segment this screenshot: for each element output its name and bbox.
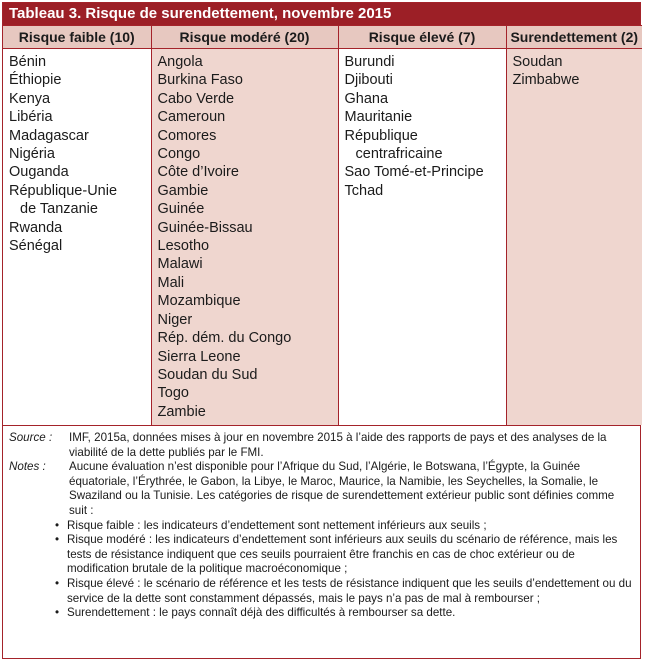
country-item: Bénin xyxy=(9,54,47,70)
column-header-low-risk: Risque faible (10) xyxy=(3,26,151,49)
table-title: Tableau 3. Risque de surendettement, novembre 2015 xyxy=(3,3,640,25)
country-item: Togo xyxy=(157,385,189,402)
country-item: Niger xyxy=(157,311,193,328)
country-item: Gambie xyxy=(157,182,209,199)
table-notes xyxy=(3,425,640,621)
country-item: Rép. dém. du Congo xyxy=(157,330,292,347)
country-item: Libéria xyxy=(9,109,53,126)
country-item: Sierra Leone xyxy=(157,348,241,365)
moderate-risk-list xyxy=(151,49,338,426)
bullet-icon: • xyxy=(55,518,60,532)
country-item: Madagascar xyxy=(9,127,89,144)
definition-item: • Risque modéré : les indicateurs d’endettement sont inférieurs aux seuils du scénario de référence, mais les tests de résistance indiquent que ces seuils pourraient être franchis en cas de choc extérieur ou de modification brutale de la politique macroéconomique ; xyxy=(55,533,618,576)
high-risk-list xyxy=(338,49,506,426)
bullet-icon: • xyxy=(55,606,60,620)
country-item: de Tanzanie xyxy=(20,201,98,218)
country-item: Cameroun xyxy=(157,109,226,126)
country-item: Kenya xyxy=(9,90,51,107)
risk-table-panel xyxy=(2,2,641,659)
country-item: Burundi xyxy=(344,54,395,70)
definition-item: • Surendettement : le pays connaît déjà des difficultés à rembourser sa dette. xyxy=(55,606,456,620)
debt-distress-list xyxy=(506,49,642,426)
country-item: Soudan xyxy=(512,54,563,70)
country-item: Mozambique xyxy=(157,293,241,310)
country-item: République xyxy=(344,127,418,144)
notes-text: Aucune évaluation n’est disponible pour l’Afrique du Sud, l’Algérie, le Botswana, l’Égypte, la Guinée équatoriale, l’Érythrée, le Gabon, la Libye, le Maroc, Maurice, la Namibie, les Seychelles, la Somalie, le Swaziland ou la Tunisie. Les catégories de risque de surendettement extérieur public sont définies comme suit : xyxy=(69,460,615,517)
country-item: Nigéria xyxy=(9,146,55,163)
country-item: Ouganda xyxy=(9,164,69,181)
country-item: Guinée xyxy=(157,201,205,218)
source-row xyxy=(9,431,634,460)
source-text: IMF, 2015a, données mises à jour en novembre 2015 à l’aide des rapports de pays et des analyses de la viabilité de la dette publiés par le FMI. xyxy=(69,431,607,459)
country-item: Mauritanie xyxy=(344,109,413,126)
risk-table xyxy=(3,25,642,425)
country-item: Zimbabwe xyxy=(512,72,580,89)
risk-definitions-list xyxy=(9,519,634,621)
definition-item: • Risque élevé : le scénario de référence et les tests de résistance indiquent que les seuils d’endettement ou du service de la dette sont constamment dépassés, mais le pays n’a pas de mal à rembourser ; xyxy=(55,576,632,605)
country-item: Congo xyxy=(157,146,201,163)
country-item: Angola xyxy=(157,54,203,70)
country-item: Sao Tomé-et-Principe xyxy=(344,164,484,181)
country-item: centrafricaine xyxy=(355,146,443,163)
low-risk-list xyxy=(3,49,151,426)
country-item: Côte d’Ivoire xyxy=(157,164,239,181)
country-item: Éthiopie xyxy=(9,72,62,89)
bullet-icon: • xyxy=(55,576,60,590)
country-item: Cabo Verde xyxy=(157,90,235,107)
country-item: Ghana xyxy=(344,90,389,107)
source-label: Source : xyxy=(9,431,53,444)
column-header-high-risk: Risque élevé (7) xyxy=(338,26,506,49)
column-header-moderate-risk: Risque modéré (20) xyxy=(151,26,338,49)
country-item: Tchad xyxy=(344,182,384,199)
column-header-debt-distress: Surendettement (2) xyxy=(506,26,642,49)
definition-item: • Risque faible : les indicateurs d’endettement sont nettement inférieurs aux seuils ; xyxy=(55,518,487,532)
country-item: Guinée-Bissau xyxy=(157,219,253,236)
country-item: Mali xyxy=(157,274,185,291)
bullet-icon: • xyxy=(55,533,60,547)
notes-label: Notes : xyxy=(9,460,46,474)
country-item: Djibouti xyxy=(344,72,393,89)
country-item: Malawi xyxy=(157,256,203,273)
country-item: Rwanda xyxy=(9,219,63,236)
country-item: Burkina Faso xyxy=(157,72,243,89)
notes-row xyxy=(9,460,634,518)
country-item: Zambie xyxy=(157,403,206,420)
country-item: Soudan du Sud xyxy=(157,366,258,383)
country-item: Sénégal xyxy=(9,238,63,255)
country-item: Lesotho xyxy=(157,238,210,255)
country-item: Comores xyxy=(157,127,217,144)
country-item: République-Unie xyxy=(9,182,118,199)
